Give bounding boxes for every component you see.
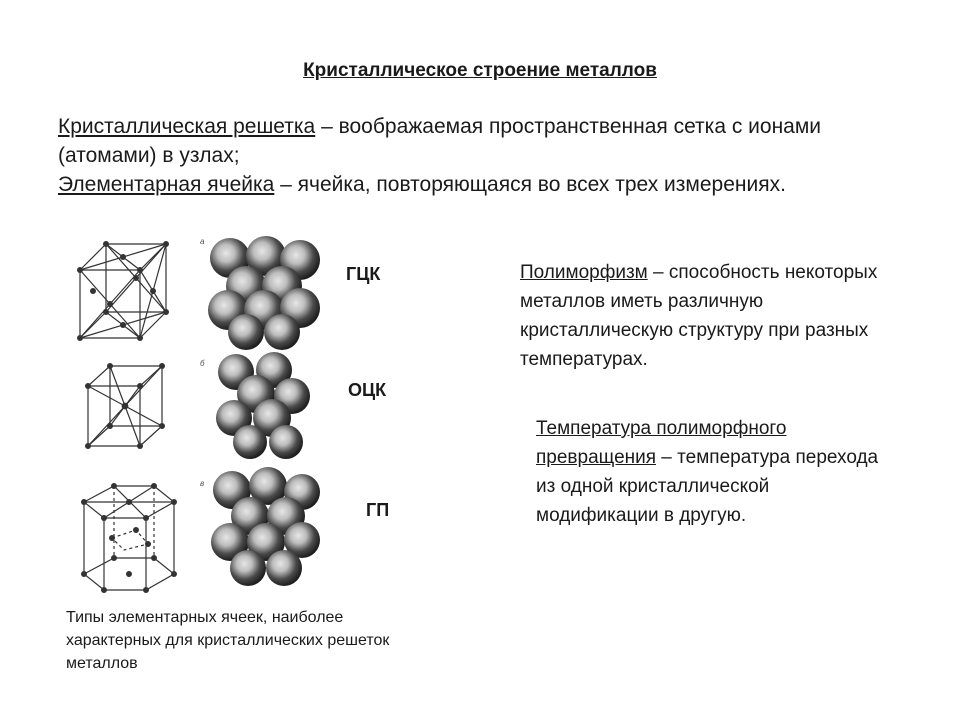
hcp-sphere-packing — [211, 467, 320, 586]
fcc-sphere-packing — [208, 236, 320, 350]
text-unit-cell: – ячейка, повторяющаяся во всех трех измерениях. — [274, 173, 786, 196]
term-transformation-temperature: Температура полиморфного превращения — [536, 418, 787, 468]
definition-crystal-lattice — [58, 112, 918, 170]
term-unit-cell: Элементарная ячейка — [58, 173, 275, 196]
polymorphism-definition — [520, 258, 900, 374]
term-crystal-lattice: Кристаллическая решетка — [58, 115, 316, 138]
slide-title: Кристаллическое строение металлов — [303, 60, 657, 81]
label-bcc: ОЦК — [348, 380, 387, 400]
text-polymorphism: – способность некоторых металлов иметь различную кристаллическую структуру при разных температурах. — [520, 262, 878, 370]
definition-unit-cell — [58, 170, 918, 199]
fcc-letter: a — [200, 237, 205, 246]
term-polymorphism: Полиморфизм — [520, 262, 648, 283]
lattice-illustration — [70, 228, 340, 600]
text-crystal-lattice: – воображаемая пространственная сетка с ионами (атомами) в узлах; — [58, 115, 822, 167]
label-fcc: ГЦК — [346, 264, 381, 284]
label-hcp: ГП — [366, 500, 390, 520]
figure-caption: Типы элементарных ячеек, наиболее характерных для кристаллических решеток металлов — [66, 609, 390, 672]
text-transformation-temperature: – температура перехода из одной кристаллической модификации в другую. — [536, 447, 879, 526]
bcc-sphere-packing — [216, 352, 310, 459]
hcp-letter: в — [200, 479, 205, 488]
hcp-nodes — [81, 483, 177, 593]
lattice-figure — [70, 228, 340, 600]
definitions-block — [58, 112, 918, 199]
bcc-letter: б — [200, 359, 205, 368]
transformation-definition — [536, 414, 886, 530]
